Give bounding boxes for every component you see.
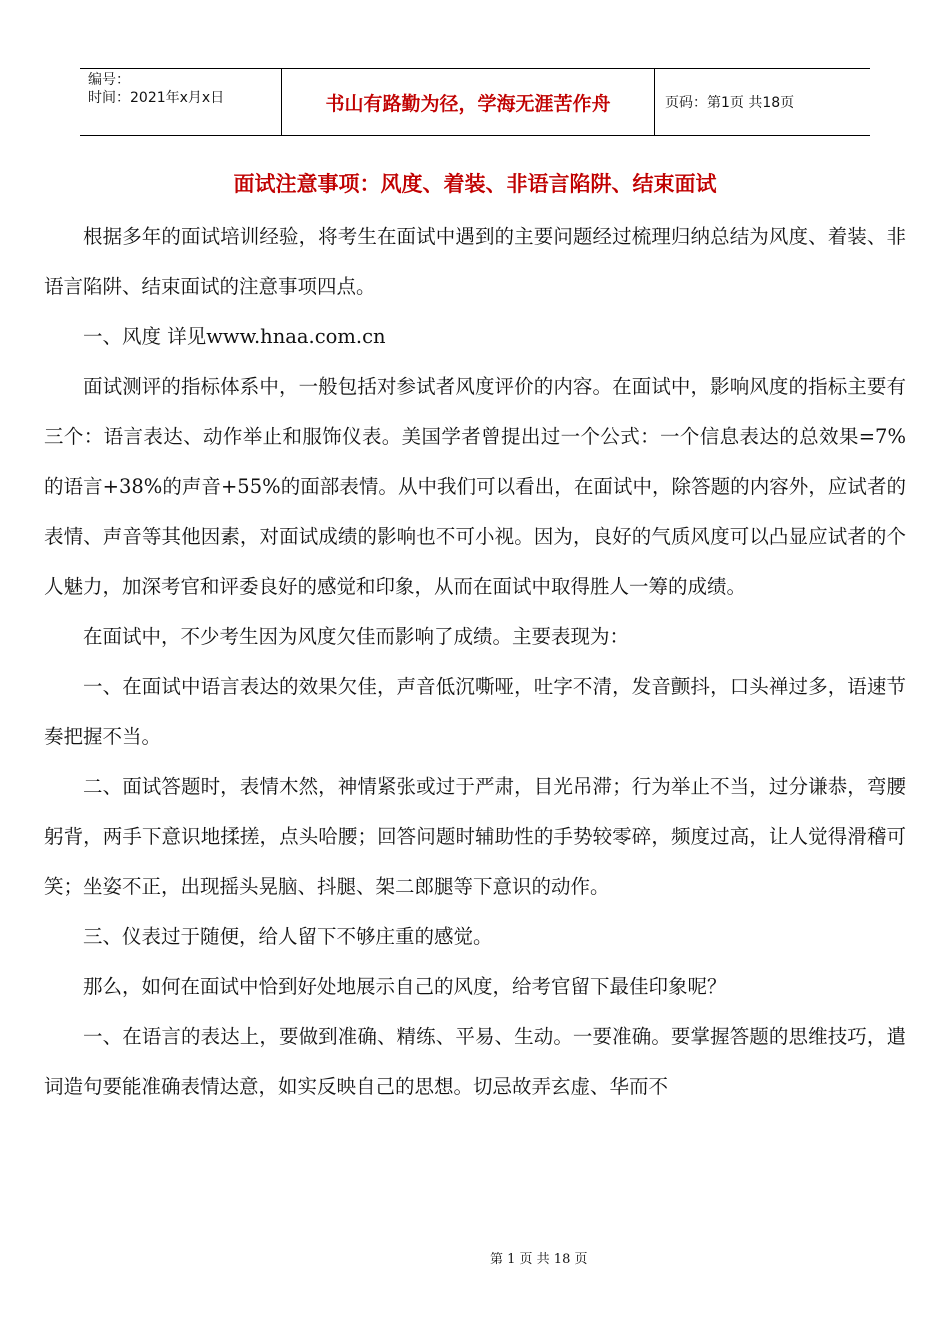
paragraph: 三、仪表过于随便，给人留下不够庄重的感觉。 (83, 925, 493, 948)
time-label: 时间：2021年x月x日 (88, 90, 225, 106)
header-table (80, 68, 870, 136)
number-label: 编号： (88, 72, 130, 88)
page-footer: 第 1 页 共 18 页 (490, 1252, 588, 1267)
header-page-info: 页码：第1页 共18页 (665, 95, 795, 111)
document-body (44, 212, 906, 1112)
paragraph: 面试测评的指标体系中，一般包括对参试者风度评价的内容。在面试中，影响风度的指标主要有三个：语言表达、动作举止和服饰仪表。美国学者曾提出过一个公式：一个信息表达的总效果=7%的语言+38%的声音+55%的面部表情。从中我们可以看出，在面试中，除答题的内容外，应试者的表情、声音等其他因素，对面试成绩的影响也不可小视。因为，良好的气质风度可以凸显应试者的个人魅力，加深考官和评委良好的感觉和印象，从而在面试中取得胜人一筹的成绩。 (44, 375, 906, 598)
paragraph: 根据多年的面试培训经验，将考生在面试中遇到的主要问题经过梳理归纳总结为风度、着装、非语言陷阱、结束面试的注意事项四点。 (44, 225, 906, 298)
header-motto: 书山有路勤为径，学海无涯苦作舟 (282, 69, 655, 135)
paragraph: 在面试中，不少考生因为风度欠佳而影响了成绩。主要表现为： (83, 625, 630, 648)
paragraph: 一、风度 详见www.hnaa.com.cn (83, 325, 386, 348)
paragraph: 那么，如何在面试中恰到好处地展示自己的风度，给考官留下最佳印象呢？ (83, 975, 727, 998)
header-left-cell (80, 69, 282, 135)
document-title: 面试注意事项：风度、着装、非语言陷阱、结束面试 (233, 171, 717, 196)
paragraph: 二、面试答题时，表情木然，神情紧张或过于严肃，目光吊滞；行为举止不当，过分谦恭，弯腰躬背，两手下意识地揉搓，点头哈腰；回答问题时辅助性的手势较零碎，频度过高，让人觉得滑稽可笑；坐姿不正，出现摇头晃脑、抖腿、架二郎腿等下意识的动作。 (44, 775, 906, 898)
paragraph: 一、在面试中语言表达的效果欠佳，声音低沉嘶哑，吐字不清，发音颤抖，口头禅过多，语速节奏把握不当。 (44, 675, 906, 748)
paragraph: 一、在语言的表达上，要做到准确、精练、平易、生动。一要准确。要掌握答题的思维技巧，遣词造句要能准确表情达意，如实反映自己的思想。切忌故弄玄虚、华而不 (44, 1025, 906, 1098)
